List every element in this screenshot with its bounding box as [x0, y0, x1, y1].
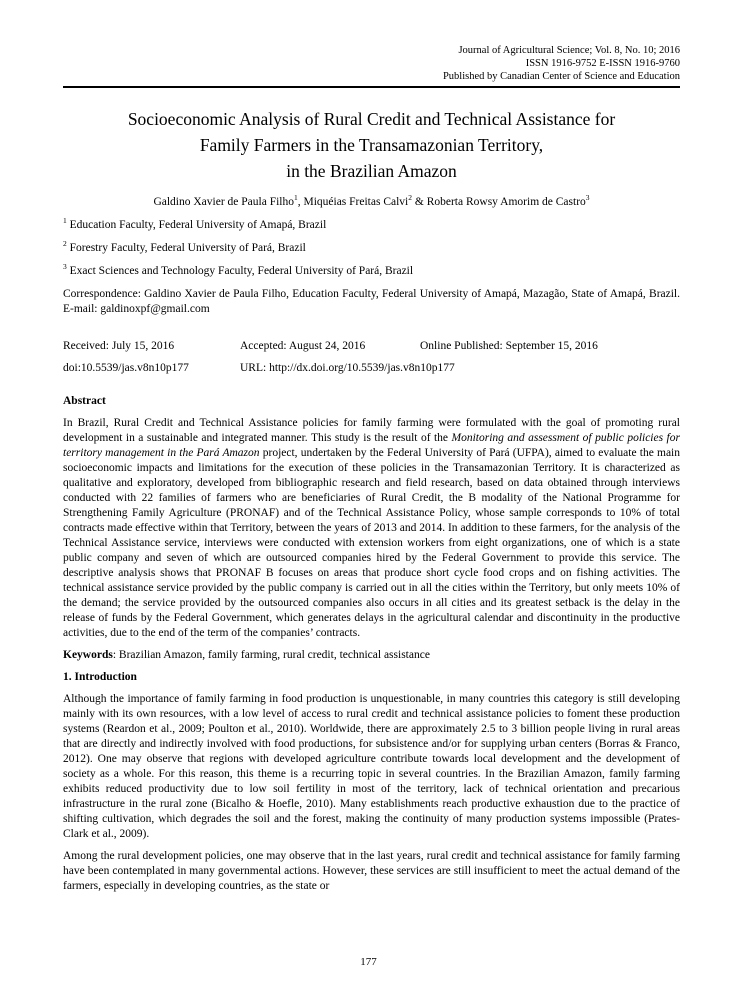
abstract-text-before: In Brazil, Rural Credit and Technical Assistance policies for family farming were formulated with the goal of promoting rural development in a sustainable and integrated manner. This study is the result of the: [63, 417, 680, 444]
affiliation-3: $^3$ Exact Sciences and Technology Faculty, Federal University of Pará, Brazil: [63, 262, 414, 277]
publisher-line: Published by Canadian Center of Science and Education: [442, 71, 680, 82]
doi-text: doi:10.5539/jas.v8n10p177: [63, 362, 189, 374]
online-published-date: Online Published: September 15, 2016: [420, 340, 598, 352]
title-line-1: Socioeconomic Analysis of Rural Credit and Technical Assistance for: [127, 109, 616, 129]
received-date: Received: July 15, 2016: [63, 340, 175, 352]
correspondence-paragraph: Correspondence: Galdino Xavier de Paula Filho, Education Faculty, Federal University of Amapá, Mazagão, State of Amapá, Brazil. E-mail: galdinoxpf@gmail.com: [63, 288, 680, 315]
author-1-affiliation-marker: 1: [293, 193, 298, 203]
issn-line: ISSN 1916-9752 E-ISSN 1916-9760: [525, 58, 680, 69]
affiliation-2: $^2$ Forestry Faculty, Federal University of Pará, Brazil: [63, 239, 306, 254]
abstract-text-after: project, undertaken by the Federal University of Pará (UFPA), aimed to evaluate the main socioeconomic impacts and limitations for the execution of these policies in the Transamazonian Territory. It is characterized as qualitative and exploratory, developed from bibliographic research and field research, based on data obtained through interviews conducted with 22 families of farmers who are beneficiaries of Rural Credit, the B modality of the National Programme for Strengthening Family Agriculture (PRONAF) and of the Technical Assistance Policy, whose sample corresponds to 10% of total contracts made effective within that Territory, between the years of 2013 and 2014. In addition to these farmers, for the analysis of the Technical Assistance service, interviews were conducted with extension workers from eight organizations, one of which is a state public company and seven of which are outsourced companies hired by the Federal Government to provide this service. The descriptive analysis shows that PRONAF B focuses on areas that produce short cycle food crops and on fishing activities. The technical assistance service provided by the public company is carried out in all the cities within the Territory, but only meets 10% of the demand; the service provided by the outsourced companies also occurs in all cities and its greatest setback is the delay in the release of funds by the Federal Government, which generates delays in the agricultural calendar and discontinuity in the productive activities, due to the end of the term of the companies’ contracts.: [63, 447, 681, 639]
authors-line: [63, 195, 680, 210]
journal-name-line: Journal of Agricultural Science; Vol. 8, No. 10; 2016: [458, 45, 680, 56]
keywords-text: : Brazilian Amazon, family farming, rural credit, technical assistance: [112, 649, 430, 661]
introduction-paragraph-2: Among the rural development policies, one may observe that in the last years, rural credit and technical assistance for family farming have been contemplated in many governmental actions. However, these services are still insufficient to meet the actual demand of the farmers, especially in developing countries, as the state or: [63, 850, 680, 892]
header-divider: [63, 86, 680, 88]
author-3-affiliation-marker: 3: [585, 193, 590, 203]
doi-row: [63, 361, 680, 376]
keywords-label: Keywords: [63, 649, 113, 661]
keywords-line: [63, 648, 680, 663]
accepted-date: Accepted: August 24, 2016: [240, 340, 366, 352]
title-line-3: in the Brazilian Amazon: [286, 161, 457, 181]
author-3: Roberta Rowsy Amorim de Castro$^3$: [426, 193, 590, 208]
doi-url: URL: http://dx.doi.org/10.5539/jas.v8n10p177: [240, 362, 455, 374]
affiliation-1: $^1$ Education Faculty, Federal University of Amapá, Brazil: [63, 216, 327, 231]
dates-row: [63, 339, 680, 354]
journal-header: [63, 44, 680, 83]
affiliation-3-marker: 3: [63, 262, 67, 272]
author-2: Miquéias Freitas Calvi$^2$ &: [303, 193, 427, 208]
abstract-project-name: Monitoring and assessment of public policies for territory management in the Pará Amazon: [63, 432, 680, 459]
paper-title: [63, 106, 680, 184]
introduction-heading: 1. Introduction: [63, 671, 137, 683]
author-2-affiliation-marker: 2: [408, 193, 412, 203]
author-1: Galdino Xavier de Paula Filho$^1$,: [153, 193, 304, 208]
abstract-paragraph: [63, 416, 680, 641]
affiliation-2-marker: 2: [63, 239, 67, 249]
affiliation-1-marker: 1: [63, 216, 67, 226]
introduction-paragraph-1: Although the importance of family farming in food production is unquestionable, in many countries this category is still developing mainly with its own resources, with a low level of access to rural credit and technical assistance policies to foment these production systems (Reardon et al., 2009; Poulton et al., 2010). Worldwide, there are approximately 2.5 to 3 billion people living in rural areas that are directly and indirectly involved with food productions, for subsistence and/or for supplying urban centers (Borras & Franco, 2012). One may observe that regions with developed agriculture contribute towards local development and the development of society as a whole. For this reason, this theme is a recurring topic in several countries. In the Brazilian Amazon, family farming exhibits reduced productivity due to low soil fertility in most of the territory, lack of technical orientation and precarious infrastructure in the rural zone (Bicalho & Hoefle, 2010). Many establishments reach productive exhaustion due to the practice of shifting cultivation, which degrades the soil and the forest, making the continuity of many production systems impossible (Prates-Clark et al., 2009).: [63, 693, 680, 840]
abstract-heading: Abstract: [63, 395, 106, 407]
title-line-2: Family Farmers in the Transamazonian Territory,: [199, 135, 544, 155]
page-number: 177: [360, 956, 377, 968]
